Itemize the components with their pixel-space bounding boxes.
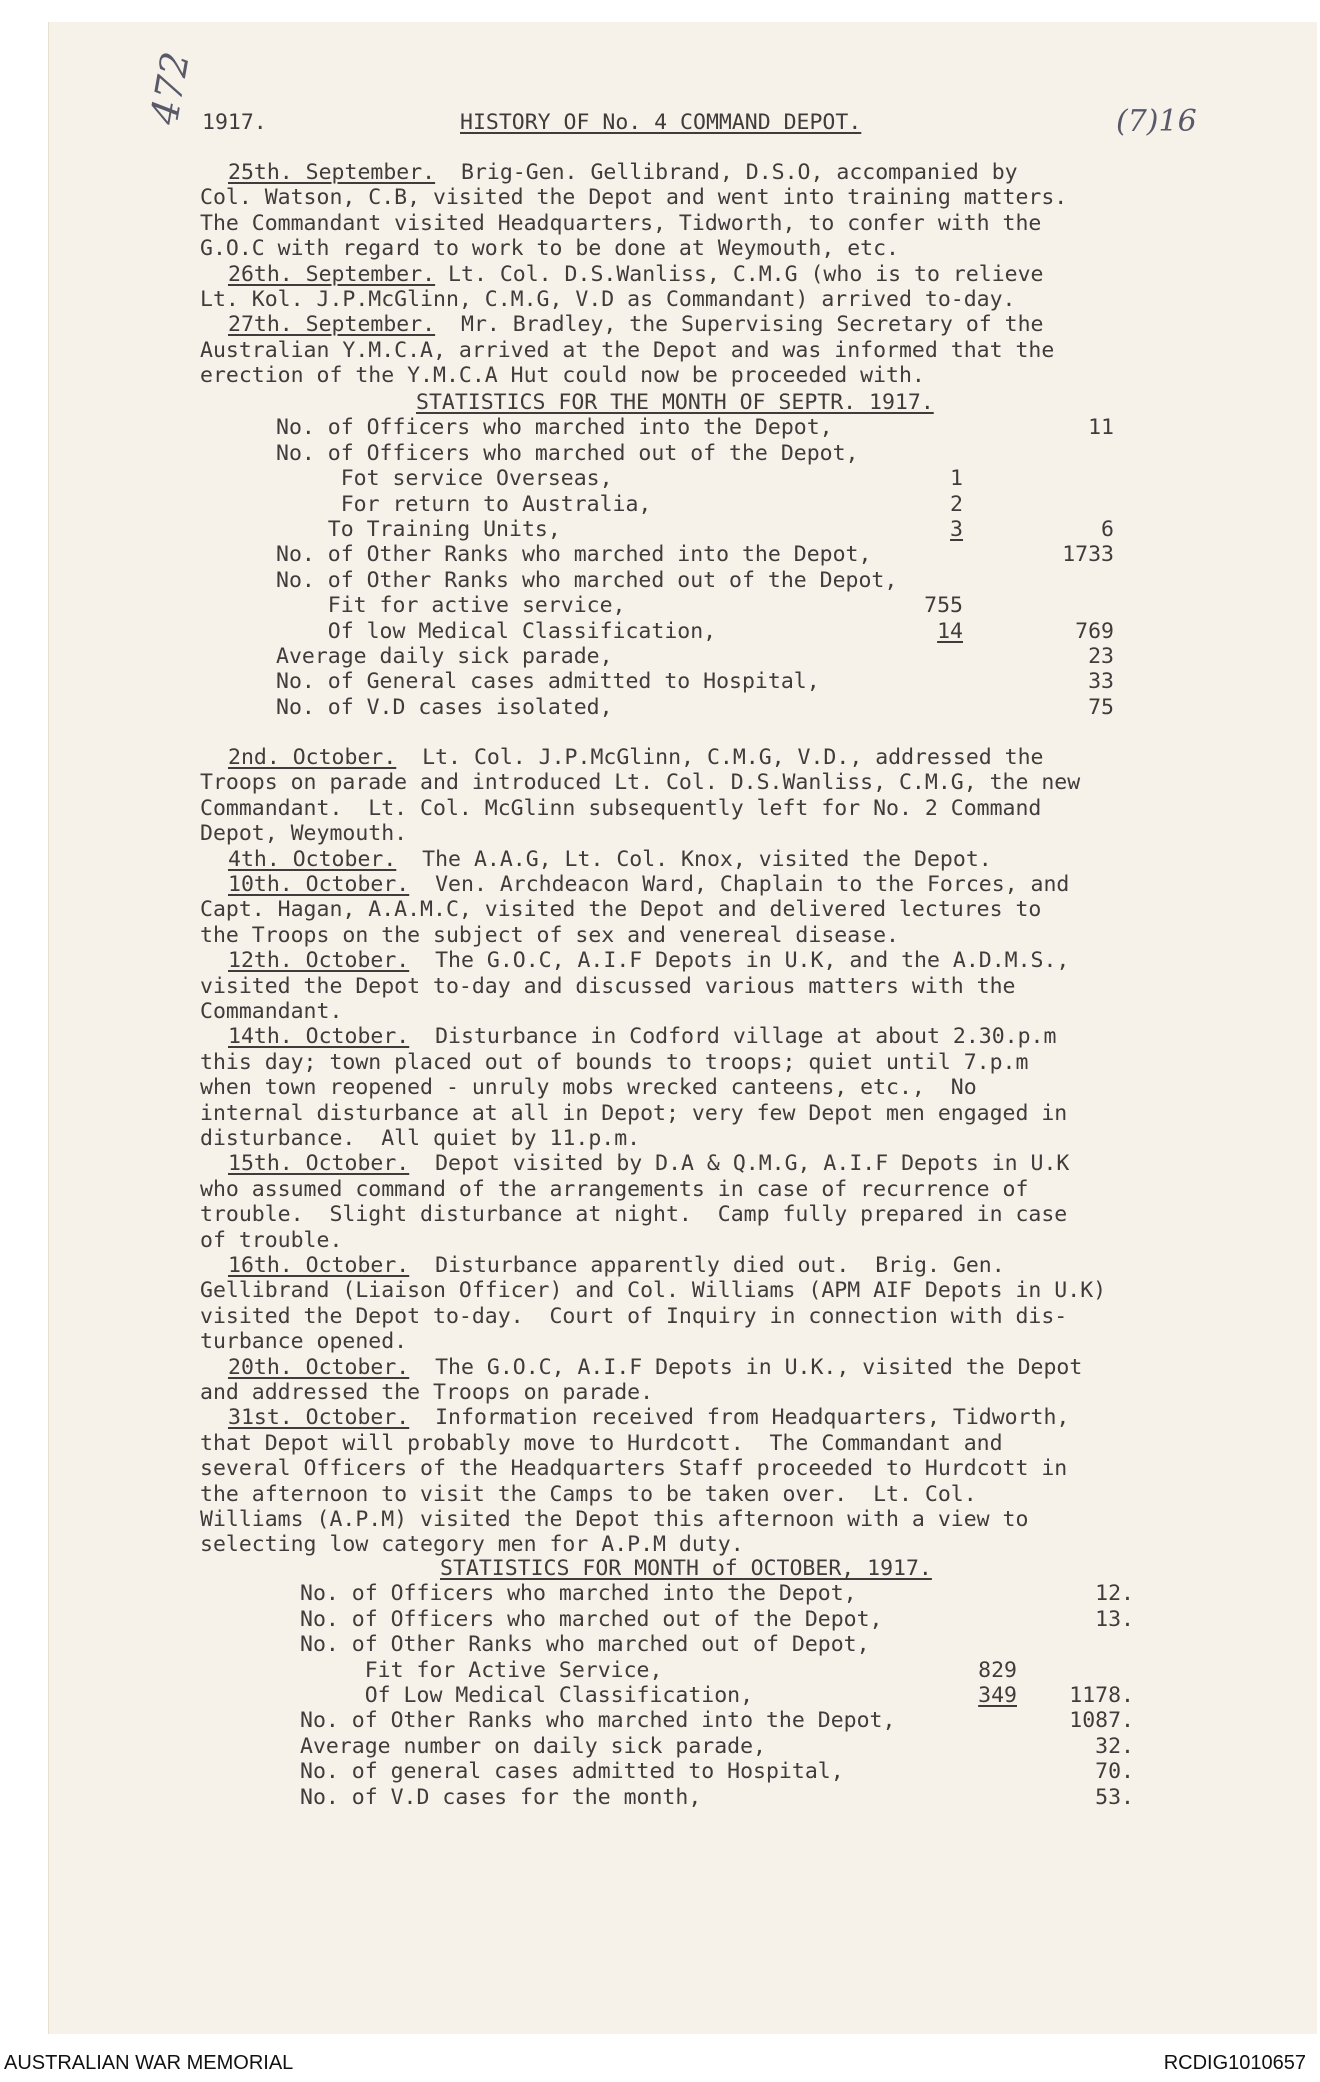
statistics-label: No. of V.D cases for the month, — [300, 1784, 702, 1810]
entry-first-line — [228, 1253, 1005, 1278]
statistics-label: For return to Australia, — [276, 491, 652, 517]
entry-text: The A.A.G, Lt. Col. Knox, visited the Depot. — [396, 846, 992, 872]
entry-date: 27th. September. — [228, 312, 436, 338]
statistics-heading: STATISTICS FOR THE MONTH OF SEPTR. 1917. — [416, 390, 934, 415]
entry-text: Mr. Bradley, the Supervising Secretary of the — [435, 312, 1044, 338]
footer-reference: RCDIG1010657 — [1163, 2052, 1306, 2074]
entry-continuation-line: Commandant. Lt. Col. McGlinn subsequently left for No. 2 Command — [200, 795, 1042, 821]
statistics-label: No. of Officers who marched out of the Depot, — [300, 1606, 883, 1632]
statistics-total: 32. — [1095, 1733, 1134, 1759]
statistics-label: Fit for Active Service, — [300, 1657, 663, 1683]
statistics-subtotal: 1 — [950, 466, 963, 492]
entry-text: Lt. Col. J.P.McGlinn, C.M.G, V.D., addressed the — [396, 745, 1044, 770]
statistics-total: 23 — [1088, 644, 1114, 669]
entry-text: Ven. Archdeacon Ward, Chaplain to the Forces, and — [409, 872, 1070, 897]
entry-continuation-line: G.O.C with regard to work to be done at Weymouth, etc. — [200, 236, 899, 262]
entry-continuation-line: who assumed command of the arrangements in case of recurrence of — [200, 1176, 1029, 1202]
entry-continuation-line: and addressed the Troops on parade. — [200, 1380, 654, 1405]
statistics-label: No. of V.D cases isolated, — [276, 694, 613, 720]
statistics-label: No. of Other Ranks who marched into the Depot, — [300, 1708, 896, 1734]
entry-continuation-line: Lt. Kol. J.P.McGlinn, C.M.G, V.D as Commandant) arrived to-day. — [200, 287, 1016, 312]
footer-source: AUSTRALIAN WAR MEMORIAL — [4, 2052, 294, 2074]
entry-text: The G.O.C, A.I.F Depots in U.K, and the A.D.M.S., — [409, 948, 1070, 974]
statistics-label: No. of Officers who marched into the Depot, — [300, 1581, 857, 1607]
entry-continuation-line: Williams (A.P.M) visited the Depot this afternoon with a view to — [200, 1507, 1029, 1532]
entry-first-line — [228, 745, 1044, 770]
statistics-label: Average number on daily sick parade, — [300, 1733, 766, 1759]
entry-continuation-line: trouble. Slight disturbance at night. Camp fully prepared in case — [200, 1202, 1068, 1228]
statistics-subtotal: 2 — [950, 491, 963, 517]
entry-continuation-line: Col. Watson, C.B, visited the Depot and went into training matters. — [200, 185, 1068, 211]
entry-first-line — [228, 160, 1018, 185]
statistics-total: 33 — [1088, 669, 1114, 695]
entry-continuation-line: turbance opened. — [200, 1329, 408, 1355]
entry-continuation-line: several Officers of the Headquarters Staff proceeded to Hurdcott in — [200, 1456, 1068, 1482]
statistics-subtotal: 755 — [924, 593, 963, 619]
entry-text: Disturbance apparently died out. Brig. Gen. — [409, 1253, 1005, 1278]
entry-text: Brig-Gen. Gellibrand, D.S.O, accompanied by — [435, 160, 1018, 185]
entry-continuation-line: selecting low category men for A.P.M duty. — [200, 1532, 744, 1558]
statistics-subtotal: 829 — [978, 1657, 1017, 1683]
entry-first-line — [228, 1405, 1069, 1430]
entry-text: Information received from Headquarters, Tidworth, — [409, 1405, 1070, 1431]
entry-continuation-line: Commandant. — [200, 999, 343, 1024]
statistics-total: 1178. — [1069, 1683, 1134, 1708]
entry-text: The G.O.C, A.I.F Depots in U.K., visited the Depot — [409, 1354, 1083, 1380]
folio-number: 472 — [142, 48, 198, 128]
entry-continuation-line: of trouble. — [200, 1227, 343, 1253]
statistics-label: To Training Units, — [276, 517, 561, 542]
page-number: (7)16 — [1116, 104, 1197, 139]
statistics-label: No. of Officers who marched into the Depot, — [276, 415, 833, 441]
statistics-total: 6 — [1101, 517, 1114, 542]
entry-date: 20th. October. — [228, 1354, 410, 1380]
entry-date: 15th. October. — [228, 1151, 410, 1177]
entry-continuation-line: this day; town placed out of bounds to troops; quiet until 7.p.m — [200, 1049, 1029, 1075]
statistics-label: Fot service Overseas, — [276, 466, 613, 492]
entry-continuation-line: internal disturbance at all in Depot; very few Depot men engaged in — [200, 1100, 1068, 1126]
entry-continuation-line: Australian Y.M.C.A, arrived at the Depot and was informed that the — [200, 337, 1055, 363]
entry-continuation-line: the Troops on the subject of sex and venereal disease. — [200, 922, 899, 948]
entry-first-line — [228, 1151, 1069, 1176]
entry-date: 10th. October. — [228, 872, 410, 897]
statistics-label: Average daily sick parade, — [276, 644, 613, 669]
entry-date: 31st. October. — [228, 1405, 410, 1431]
entry-date: 25th. September. — [228, 160, 436, 185]
entry-date: 16th. October. — [228, 1253, 410, 1278]
statistics-subtotal: 14 — [937, 618, 963, 644]
entry-first-line — [228, 312, 1043, 337]
entry-date: 2nd. October. — [228, 745, 397, 770]
entry-continuation-line: the afternoon to visit the Camps to be taken over. Lt. Col. — [200, 1481, 977, 1507]
statistics-label: No. of General cases admitted to Hospital, — [276, 669, 820, 695]
statistics-label: Of Low Medical Classification, — [300, 1683, 754, 1708]
statistics-subtotal: 349 — [978, 1683, 1017, 1708]
entry-continuation-line: Troops on parade and introduced Lt. Col. D.S.Wanliss, C.M.G, the new — [200, 770, 1081, 796]
statistics-total: 53. — [1095, 1784, 1134, 1810]
statistics-total: 70. — [1095, 1759, 1134, 1785]
statistics-label: No. of general cases admitted to Hospital, — [300, 1759, 844, 1785]
statistics-subtotal: 3 — [950, 517, 963, 542]
statistics-total: 13. — [1095, 1606, 1134, 1632]
statistics-label: No. of Other Ranks who marched into the Depot, — [276, 542, 872, 568]
entry-continuation-line: erection of the Y.M.C.A Hut could now be proceeded with. — [200, 363, 925, 389]
entry-first-line — [228, 1024, 1056, 1049]
entry-first-line — [228, 872, 1069, 897]
statistics-heading: STATISTICS FOR MONTH of OCTOBER, 1917. — [440, 1556, 932, 1581]
entry-continuation-line: Gellibrand (Liaison Officer) and Col. Williams (APM AIF Depots in U.K) — [200, 1278, 1107, 1304]
entry-continuation-line: Depot, Weymouth. — [200, 821, 408, 847]
entry-text: Depot visited by D.A & Q.M.G, A.I.F Depots in U.K — [409, 1151, 1070, 1177]
entry-continuation-line: visited the Depot to-day. Court of Inquiry in connection with dis- — [200, 1303, 1068, 1329]
statistics-label: No. of Other Ranks who marched out of Depot, — [300, 1632, 870, 1658]
entry-first-line — [228, 847, 992, 872]
statistics-label: No. of Officers who marched out of the Depot, — [276, 440, 859, 466]
statistics-total: 11 — [1088, 415, 1114, 441]
entry-first-line — [228, 948, 1069, 973]
entry-continuation-line: that Depot will probably move to Hurdcott. The Commandant and — [200, 1430, 1003, 1456]
entry-continuation-line: visited the Depot to-day and discussed various matters with the — [200, 973, 1016, 999]
statistics-label: Fit for active service, — [276, 593, 626, 619]
statistics-total: 1087. — [1069, 1708, 1134, 1734]
entry-date: 26th. September. — [228, 261, 436, 287]
entry-first-line — [228, 1355, 1082, 1380]
entry-continuation-line: disturbance. All quiet by 11.p.m. — [200, 1126, 641, 1151]
page-title: HISTORY OF No. 4 COMMAND DEPOT. — [460, 110, 862, 135]
entry-continuation-line: The Commandant visited Headquarters, Tidworth, to confer with the — [200, 210, 1042, 236]
header-year: 1917. — [202, 110, 267, 135]
entry-continuation-line: when town reopened - unruly mobs wrecked canteens, etc., No — [200, 1075, 977, 1101]
statistics-total: 769 — [1075, 618, 1114, 644]
entry-first-line — [228, 262, 1043, 287]
statistics-total: 12. — [1095, 1581, 1134, 1607]
entry-date: 12th. October. — [228, 948, 410, 974]
statistics-total: 75 — [1088, 694, 1114, 720]
entry-text: Lt. Col. D.S.Wanliss, C.M.G (who is to relieve — [435, 261, 1044, 287]
entry-text: Disturbance in Codford village at about 2.30.p.m — [409, 1024, 1057, 1050]
statistics-label: No. of Other Ranks who marched out of the Depot, — [276, 567, 898, 593]
statistics-total: 1733 — [1062, 542, 1114, 568]
statistics-label: Of low Medical Classification, — [276, 618, 717, 644]
entry-continuation-line: Capt. Hagan, A.A.M.C, visited the Depot and delivered lectures to — [200, 897, 1042, 923]
entry-date: 4th. October. — [228, 846, 397, 872]
entry-date: 14th. October. — [228, 1024, 410, 1050]
